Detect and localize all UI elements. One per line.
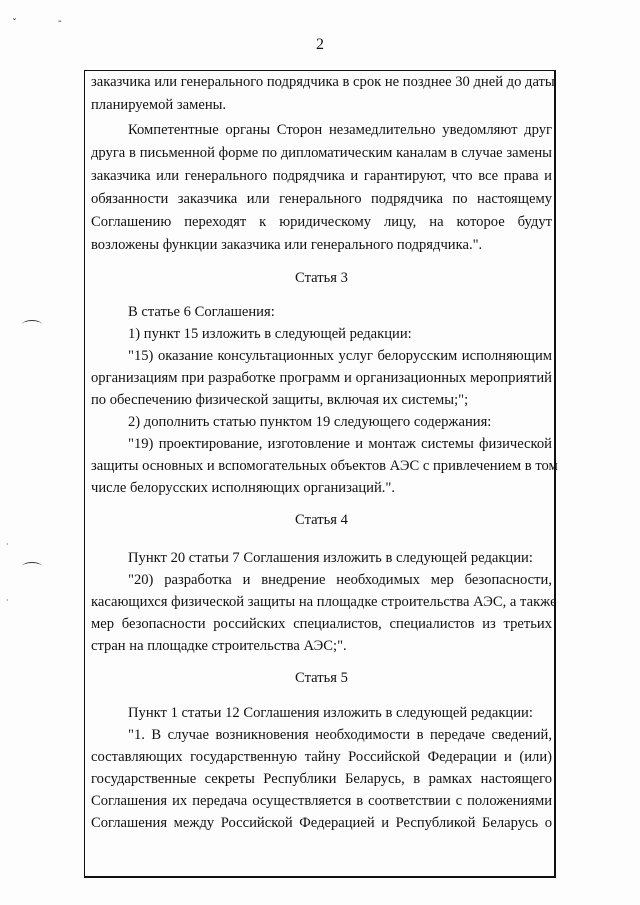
text-line: планируемой замены. (91, 97, 227, 113)
text-line: составляющих государственную тайну Российской Федерации и (или) (91, 749, 552, 765)
scan-mark-dot-2: · (6, 596, 9, 605)
text-line: "1. В случае возникновения необходимости в передаче сведений, (128, 727, 552, 743)
text-line: "19) проектирование, изготовление и монтаж системы физической (128, 436, 552, 452)
text-line: числе белорусских исполняющих организаций.". (91, 480, 396, 496)
text-line: касающихся физической защиты на площадке строительства АЭС, а также (91, 594, 557, 610)
article-4-heading: Статья 4 (295, 512, 348, 528)
text-line: "15) оказание консультационных услуг белорусским исполняющим (128, 348, 552, 364)
scan-mark-top-left: ˇ (12, 18, 17, 29)
page-number: 2 (316, 36, 324, 53)
text-line: заказчика или генерального подрядчика и гарантируют, что все права и (91, 168, 552, 184)
text-line: друга в письменной форме по дипломатическим каналам в случае замены (91, 145, 552, 161)
scan-mark-dot: · (6, 540, 9, 549)
text-line: организациям при разработке программ и организационных мероприятий (91, 370, 552, 386)
paragraph-first-line: Компетентные органы Сторон незамедлительно уведомляют друг (128, 122, 552, 138)
text-line: Пункт 1 статьи 12 Соглашения изложить в следующей редакции: (128, 705, 533, 721)
text-line: Пункт 20 статьи 7 Соглашения изложить в следующей редакции: (128, 550, 533, 566)
text-line: заказчика или генерального подрядчика в срок не позднее 30 дней до даты (91, 74, 555, 90)
text-line: 2) дополнить статью пунктом 19 следующего содержания: (128, 414, 492, 430)
text-line: Соглашения их передача осуществляется в соответствии с положениями (91, 793, 552, 809)
text-line: возложены функции заказчика или генерального подрядчика.". (91, 237, 483, 253)
text-line: стран на площадке строительства АЭС;". (91, 638, 347, 654)
text-line: 1) пункт 15 изложить в следующей редакции: (128, 326, 412, 342)
text-line: по обеспечению физической защиты, включая их системы;"; (91, 392, 469, 408)
text-line: мер безопасности российских специалистов, специалистов из третьих (91, 616, 552, 632)
text-line: государственные секреты Республики Беларусь, в рамках настоящего (91, 771, 552, 787)
text-line: Соглашению переходят к юридическому лицу, на которое будут (91, 214, 552, 230)
article-3-heading: Статья 3 (295, 270, 348, 286)
scan-arc-lower (22, 562, 42, 571)
article-5-heading: Статья 5 (295, 670, 348, 686)
text-line: обязанности заказчика или генерального подрядчика по настоящему (91, 191, 552, 207)
scan-mark-top: - (58, 16, 62, 27)
scan-arc-upper (22, 320, 42, 329)
text-line: "20) разработка и внедрение необходимых мер безопасности, (128, 572, 552, 588)
text-line: Соглашения между Российской Федерацией и Республикой Беларусь о (91, 815, 552, 831)
text-line: защиты основных и вспомогательных объектов АЭС с привлечением в том (91, 458, 558, 474)
text-line: В статье 6 Соглашения: (128, 304, 275, 320)
